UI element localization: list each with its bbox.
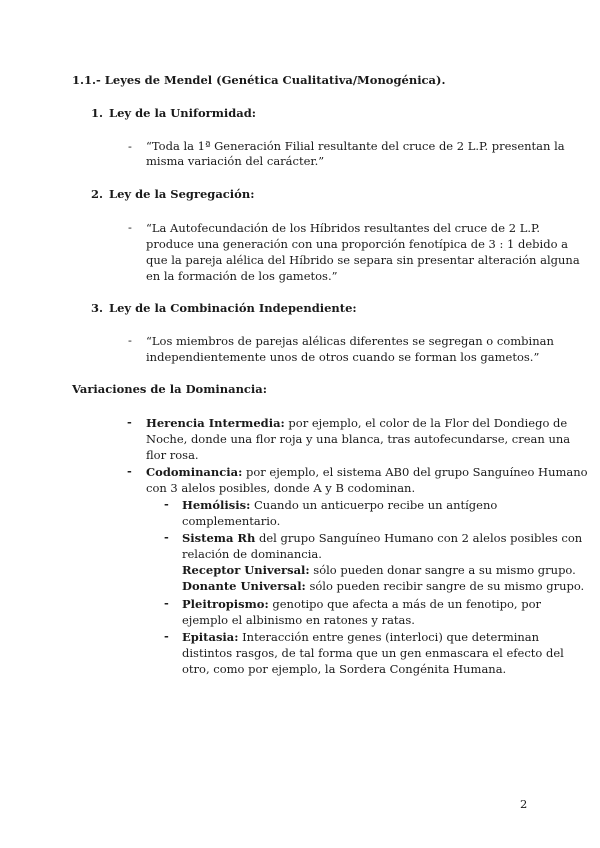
- bullet-dash: -: [128, 333, 132, 347]
- hemolisis-line-2: complementario.: [182, 514, 281, 528]
- bullet-dash: -: [128, 139, 132, 153]
- bullet-dash: -: [127, 415, 132, 429]
- bullet-dash: -: [164, 629, 169, 643]
- law-3-line-1: “Los miembros de parejas alélicas diferentes se segregan o combinan: [146, 334, 554, 348]
- law-2-title: Ley de la Segregación:: [109, 187, 255, 201]
- receptor-text: sólo pueden donar sangre a su mismo grupo.: [309, 563, 576, 577]
- pleitropismo-item: [182, 596, 541, 628]
- law-2-number: 2.: [91, 187, 104, 201]
- codominancia-item: [146, 464, 588, 496]
- law-3-text: [146, 333, 554, 365]
- law-1-number: 1.: [91, 106, 104, 120]
- pleitropismo-line-1: genotipo que afecta a más de un fenotipo, por: [268, 597, 542, 611]
- law-1-line-2: misma variación del carácter.”: [146, 154, 325, 168]
- law-3-line-2: independientemente unos de otros cuando se forman los gametos.”: [146, 350, 540, 364]
- epitasia-line-3: otro, como por ejemplo, la Sordera Congénita Humana.: [182, 662, 507, 676]
- law-2-line-3: que la pareja alélica del Híbrido se separa sin presentar alteración alguna: [146, 253, 580, 267]
- codominancia-line-2: con 3 alelos posibles, donde A y B codominan.: [146, 481, 416, 495]
- donante-term: Donante Universal:: [182, 579, 306, 593]
- law-2-text: [146, 220, 580, 284]
- law-2-line-2: produce una generación con una proporción fenotípica de 3 : 1 debido a: [146, 237, 569, 251]
- bullet-dash: -: [164, 596, 169, 610]
- pleitropismo-term: Pleitropismo:: [182, 597, 269, 611]
- section-heading: 1.1.- Leyes de Mendel (Genética Cualitativa/Monogénica).: [72, 73, 446, 87]
- herencia-item: [146, 415, 570, 463]
- rh-item: [182, 530, 584, 594]
- epitasia-term: Epitasia:: [182, 630, 239, 644]
- rh-line-1: del grupo Sanguíneo Humano con 2 alelos posibles con: [255, 531, 583, 545]
- law-2-line-4: en la formación de los gametos.”: [146, 269, 338, 283]
- law-3-title: Ley de la Combinación Independiente:: [109, 301, 357, 315]
- herencia-term: Herencia Intermedia:: [146, 416, 285, 430]
- epitasia-line-2: distintos rasgos, de tal forma que un gen enmascara el efecto del: [182, 646, 564, 660]
- law-1-text: [146, 139, 565, 169]
- law-3-number: 3.: [91, 301, 104, 315]
- bullet-dash: -: [164, 497, 169, 511]
- law-2-line-1: “La Autofecundación de los Híbridos resultantes del cruce de 2 L.P.: [146, 221, 541, 235]
- receptor-term: Receptor Universal:: [182, 563, 310, 577]
- epitasia-line-1: Interacción entre genes (interloci) que determinan: [238, 630, 540, 644]
- pleitropismo-line-2: ejemplo el albinismo en ratones y ratas.: [182, 613, 415, 627]
- epitasia-item: [182, 629, 564, 677]
- rh-term: Sistema Rh: [182, 531, 256, 545]
- bullet-dash: -: [128, 220, 132, 234]
- herencia-line-1: por ejemplo, el color de la Flor del Dondiego de: [284, 416, 568, 430]
- herencia-line-2: Noche, donde una flor roja y una blanca, tras autofecundarse, crean una: [146, 432, 571, 446]
- bullet-dash: -: [127, 464, 132, 478]
- variations-title: Variaciones de la Dominancia:: [72, 382, 268, 396]
- rh-line-2: relación de dominancia.: [182, 547, 322, 561]
- donante-text: sólo pueden recibir sangre de su mismo grupo.: [305, 579, 585, 593]
- bullet-dash: -: [164, 530, 169, 544]
- hemolisis-line-1: Cuando un anticuerpo recibe un antígeno: [250, 498, 498, 512]
- page-number: 2: [520, 797, 528, 811]
- herencia-line-3: flor rosa.: [146, 448, 199, 462]
- law-1-title: Ley de la Uniformidad:: [109, 106, 257, 120]
- hemolisis-term: Hemólisis:: [182, 498, 251, 512]
- codominancia-line-1: por ejemplo, el sistema AB0 del grupo Sanguíneo Humano: [242, 465, 588, 479]
- hemolisis-item: [182, 497, 497, 529]
- codominancia-term: Codominancia:: [146, 465, 243, 479]
- law-1-line-1: “Toda la 1ª Generación Filial resultante del cruce de 2 L.P. presentan la: [146, 139, 565, 153]
